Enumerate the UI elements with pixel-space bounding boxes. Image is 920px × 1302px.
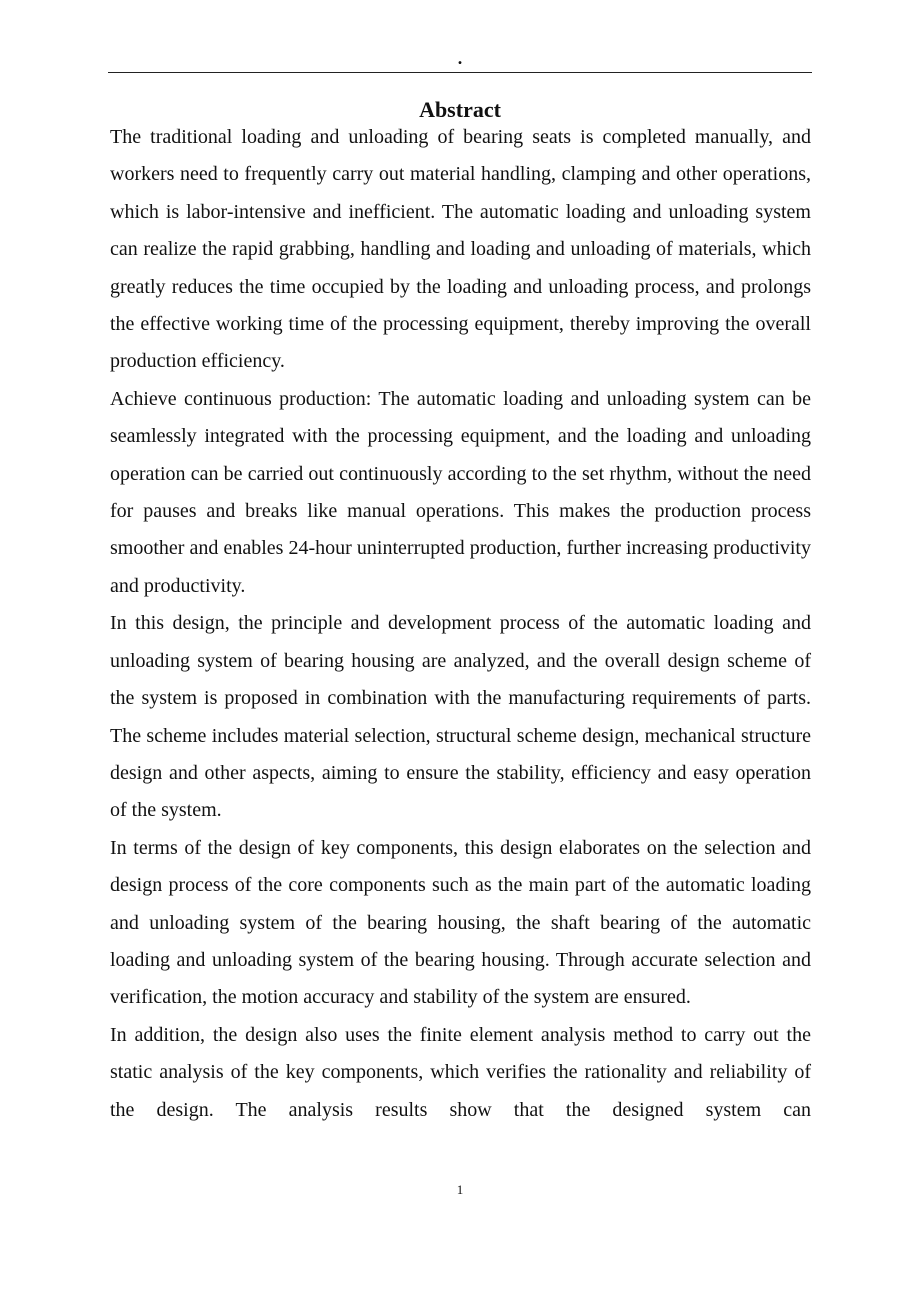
abstract-paragraph-3: In this design, the principle and development process of the automatic loading and unloading system of bearing housing are analyzed, and the overall design scheme of the system is proposed in combination with the manufacturing requirements of parts. The scheme includes material selection, structural scheme design, mechanical structure design and other aspects, aiming to ensure the stability, efficiency and easy operation of the system. [110, 612, 811, 822]
page-title: Abstract [419, 97, 501, 122]
abstract-paragraph-4: In terms of the design of key components, this design elaborates on the selection and design process of the core components such as the main part of the automatic loading and unloading system of the bearing housing, the shaft bearing of the automatic loading and unloading system of the bearing housing. Through accurate selection and verification, the motion accuracy and stability of the system are ensured. [110, 836, 811, 1009]
abstract-paragraph-5: In addition, the design also uses the finite element analysis method to carry out the static analysis of the key components, which verifies the rationality and reliability of the design. The analysis results show that the designed system can [110, 1023, 811, 1121]
header-mark: . [457, 48, 463, 68]
header-rule [108, 72, 812, 73]
abstract-body [110, 119, 811, 1129]
abstract-paragraph-1: The traditional loading and unloading of bearing seats is completed manually, and workers need to frequently carry out material handling, clamping and other operations, which is labor-intensive and inefficient. The automatic loading and unloading system can realize the rapid grabbing, handling and loading and unloading of materials, which greatly reduces the time occupied by the loading and unloading process, and prolongs the effective working time of the processing equipment, thereby improving the overall production efficiency. [110, 126, 811, 373]
page-number: 1 [456, 1182, 464, 1197]
abstract-paragraph-2: Achieve continuous production: The automatic loading and unloading system can be seamlessly integrated with the processing equipment, and the loading and unloading operation can be carried out continuously according to the set rhythm, without the need for pauses and breaks like manual operations. This makes the production process smoother and enables 24-hour uninterrupted production, further increasing productivity and productivity. [110, 387, 811, 597]
